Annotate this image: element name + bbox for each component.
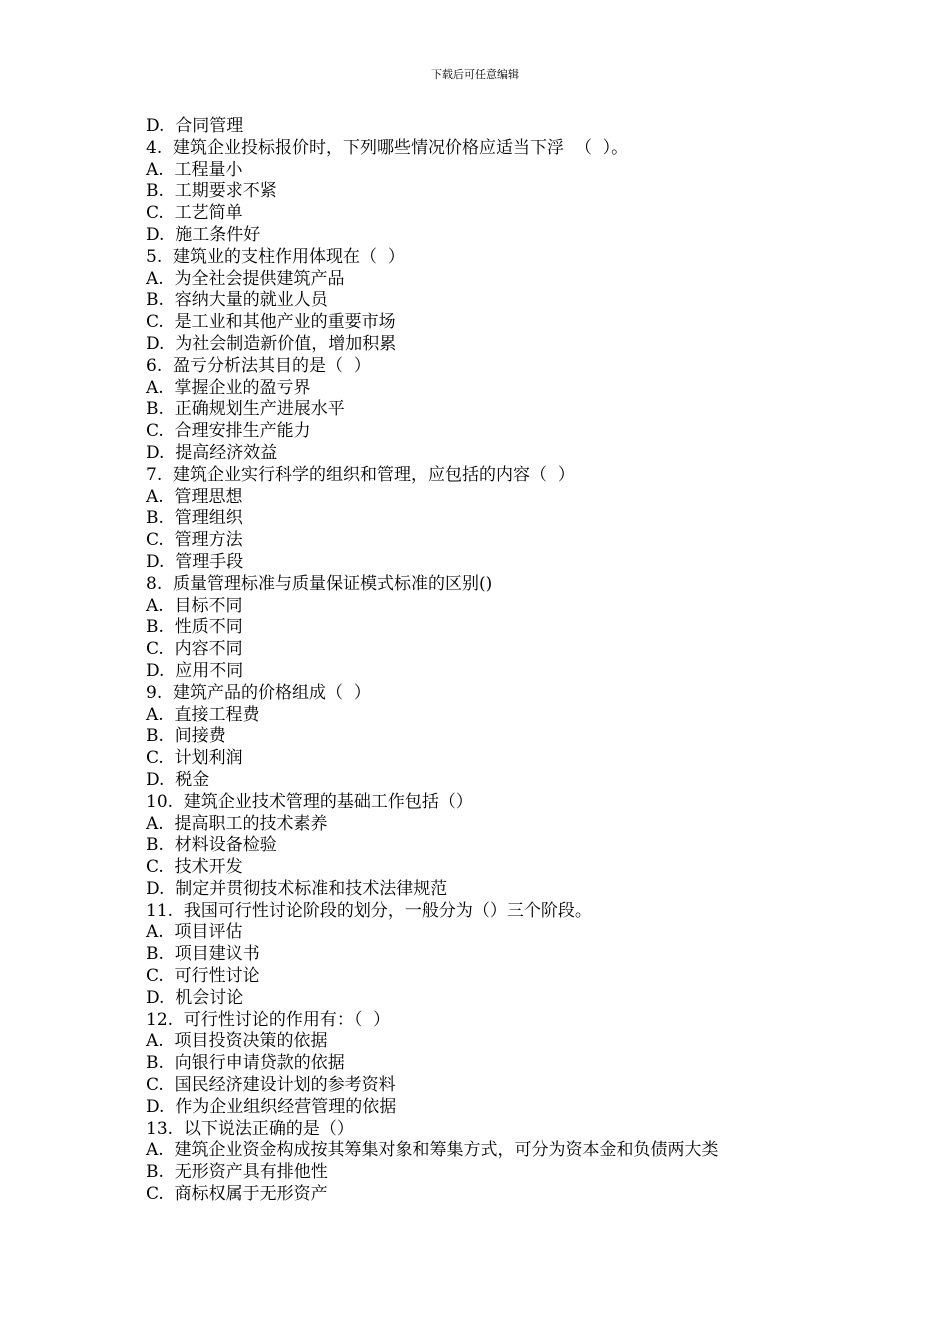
option-line: B. 容纳大量的就业人员 bbox=[146, 290, 328, 311]
option-line: B. 材料设备检验 bbox=[146, 835, 277, 856]
question-line: 8. 质量管理标准与质量保证模式标准的区别() bbox=[146, 573, 493, 594]
option-line: B. 性质不同 bbox=[146, 617, 243, 638]
option-line: C. 合理安排生产能力 bbox=[146, 421, 311, 442]
question-line: 5. 建筑业的支柱作用体现在（ ） bbox=[146, 246, 405, 267]
option-line: C. 工艺简单 bbox=[146, 203, 243, 224]
option-line: B. 项目建议书 bbox=[146, 944, 260, 965]
option-line: C. 国民经济建设计划的参考资料 bbox=[146, 1075, 396, 1096]
option-line: A. 掌握企业的盈亏界 bbox=[146, 377, 311, 398]
option-line: C. 计划利润 bbox=[146, 748, 243, 769]
option-line: D. 作为企业组织经营管理的依据 bbox=[146, 1096, 397, 1117]
option-line: B. 管理组织 bbox=[146, 508, 243, 529]
option-line: D. 管理手段 bbox=[146, 551, 244, 572]
question-line: 12. 可行性讨论的作用有：（ ） bbox=[146, 1009, 391, 1030]
option-line: A. 建筑企业资金构成按其筹集对象和筹集方式，可分为资本金和负债两大类 bbox=[146, 1140, 719, 1161]
question-line: 9. 建筑产品的价格组成（ ） bbox=[146, 682, 371, 703]
option-line: D. 制定并贯彻技术标准和技术法律规范 bbox=[146, 878, 448, 899]
option-line: D. 应用不同 bbox=[146, 660, 244, 681]
option-line: A. 工程量小 bbox=[146, 159, 243, 180]
option-line: C. 内容不同 bbox=[146, 639, 243, 660]
option-line: A. 项目评估 bbox=[146, 922, 243, 943]
option-line: D. 机会讨论 bbox=[146, 987, 244, 1008]
option-line: D. 为社会制造新价值，增加积累 bbox=[146, 333, 397, 354]
option-line: B. 向银行申请贷款的依据 bbox=[146, 1053, 345, 1074]
option-line: A. 管理思想 bbox=[146, 486, 243, 507]
page-header: 下载后可任意编辑 bbox=[431, 68, 519, 81]
option-line: B. 无形资产具有排他性 bbox=[146, 1162, 328, 1183]
option-line: B. 正确规划生产进展水平 bbox=[146, 399, 345, 420]
option-line: B. 间接费 bbox=[146, 726, 226, 747]
option-line: A. 为全社会提供建筑产品 bbox=[146, 268, 345, 289]
option-line: C. 技术开发 bbox=[146, 857, 243, 878]
question-line: 4. 建筑企业投标报价时，下列哪些情况价格应适当下浮 （ ）。 bbox=[146, 137, 629, 158]
option-line: A. 项目投资决策的依据 bbox=[146, 1031, 328, 1052]
question-line: 10. 建筑企业技术管理的基础工作包括（） bbox=[146, 791, 473, 812]
question-line: 13. 以下说法正确的是（） bbox=[146, 1118, 354, 1139]
option-line: A. 直接工程费 bbox=[146, 704, 260, 725]
text-line: D. 合同管理 bbox=[146, 116, 244, 136]
question-line: 6. 盈亏分析法其目的是（ ） bbox=[146, 355, 371, 376]
option-line: C. 管理方法 bbox=[146, 530, 243, 551]
option-line: D. 税金 bbox=[146, 769, 210, 790]
option-line: C. 可行性讨论 bbox=[146, 966, 260, 987]
option-line: D. 提高经济效益 bbox=[146, 442, 278, 463]
option-line: A. 目标不同 bbox=[146, 595, 243, 616]
document-body bbox=[146, 116, 906, 1206]
option-line: D. 施工条件好 bbox=[146, 224, 261, 245]
option-line: A. 提高职工的技术素养 bbox=[146, 813, 328, 834]
question-line: 11. 我国可行性讨论阶段的划分，一般分为（）三个阶段。 bbox=[146, 900, 592, 921]
option-line: C. 是工业和其他产业的重要市场 bbox=[146, 312, 396, 333]
option-line: B. 工期要求不紧 bbox=[146, 181, 277, 202]
question-line: 7. 建筑企业实行科学的组织和管理，应包括的内容（ ） bbox=[146, 464, 575, 485]
option-line: C. 商标权属于无形资产 bbox=[146, 1184, 328, 1205]
